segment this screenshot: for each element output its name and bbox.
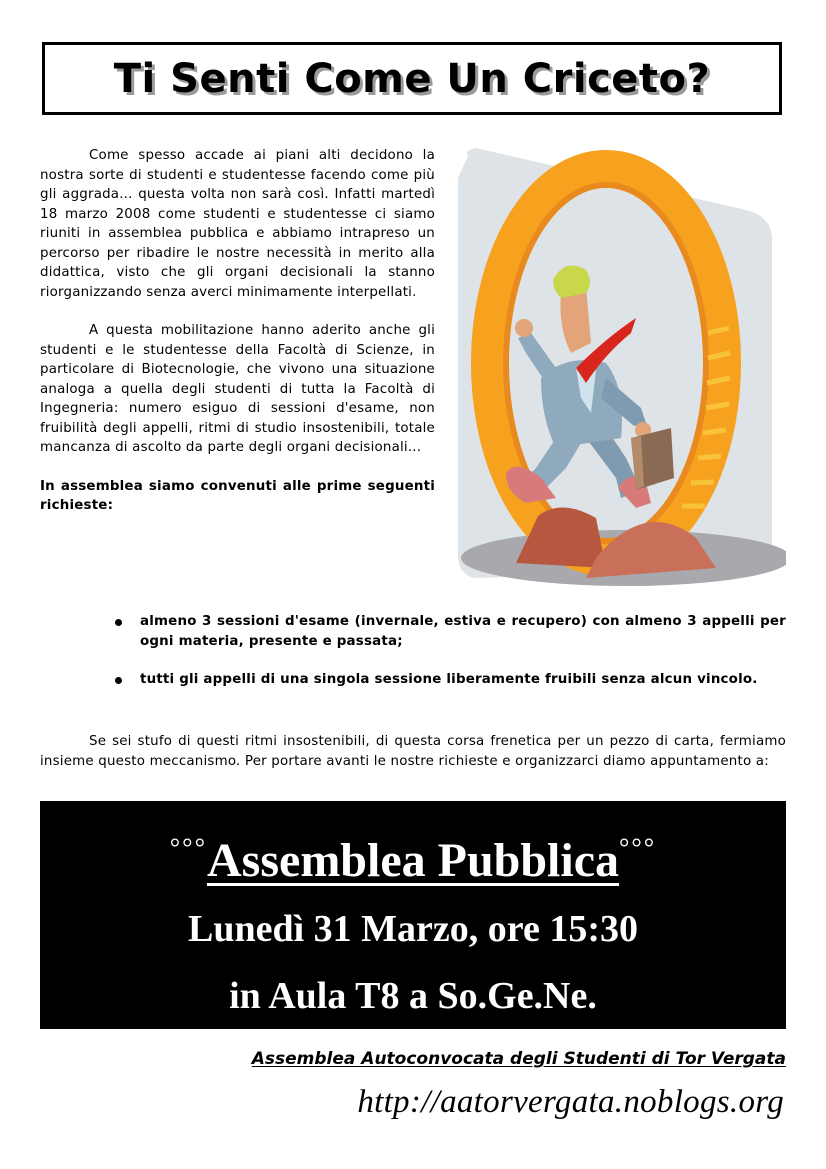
intro-paragraph-2: A questa mobilitazione hanno aderito anche gli studenti e le studentesse della Facoltà di Scienze, in particolare di Biotecnologie, che vivono una situazione analoga a quella degli studenti di tutta la Facoltà di Ingegneria: numero esiguo di sessioni d'esame, non fruibilità degli appelli, ritmi di studio insostenibili, totale mancanza di ascolto da parte degli organi decisionali... xyxy=(40,323,435,455)
intro-column xyxy=(40,146,435,516)
bullet-icon xyxy=(115,677,122,684)
organization-name: Assemblea Autoconvocata degli Studenti di Tor Vergata xyxy=(251,1049,786,1069)
businessman-hamster-wheel-icon xyxy=(446,138,786,593)
website-url[interactable]: http://aatorvergata.noblogs.org xyxy=(357,1084,784,1120)
event-title: Assemblea Pubblica xyxy=(206,834,620,887)
requests-list xyxy=(110,612,786,709)
intro-paragraph-1: Come spesso accade ai piani alti decidono la nostra sorte di studenti e studentesse facendo come più gli aggrada... questa volta non sarà così. Infatti martedì 18 marzo 2008 come studenti e studentesse ci siamo riuniti in assemblea pubblica e abbiamo intrapreso un percorso per ribadire le nostre necessità in merito alla didattica, visto che gli organi decisionali la stanno riorganizzando senza averci minimamente interpellati. xyxy=(40,148,435,300)
event-banner xyxy=(40,801,786,1029)
decoration-circles-left: °°° xyxy=(169,833,207,862)
event-place: in Aula T8 a So.Ge.Ne. xyxy=(229,975,597,1017)
request-item xyxy=(110,612,786,651)
request-text: tutti gli appelli di una singola sessione liberamente fruibili senza alcun vincolo. xyxy=(140,672,758,687)
hamster-wheel-illustration xyxy=(446,138,786,593)
request-text: almeno 3 sessioni d'esame (invernale, estiva e recupero) con almeno 3 appelli per ogni materia, presente e passata; xyxy=(140,614,786,649)
request-item xyxy=(110,670,786,690)
event-title-row xyxy=(40,815,786,894)
page-title: Ti Senti Come Un Criceto? xyxy=(113,55,711,102)
decoration-circles-right: °°° xyxy=(619,833,657,862)
title-box xyxy=(42,42,782,115)
requests-intro: In assemblea siamo convenuti alle prime seguenti richieste: xyxy=(40,478,435,513)
closing-paragraph: Se sei stufo di questi ritmi insostenibili, di questa corsa frenetica per un pezzo di carta, fermiamo insieme questo meccanismo. Per portare avanti le nostre richieste e organizzarci diamo appuntamento a: xyxy=(40,734,786,769)
bullet-icon xyxy=(115,619,122,626)
event-date: Lunedì 31 Marzo, ore 15:30 xyxy=(188,908,638,950)
